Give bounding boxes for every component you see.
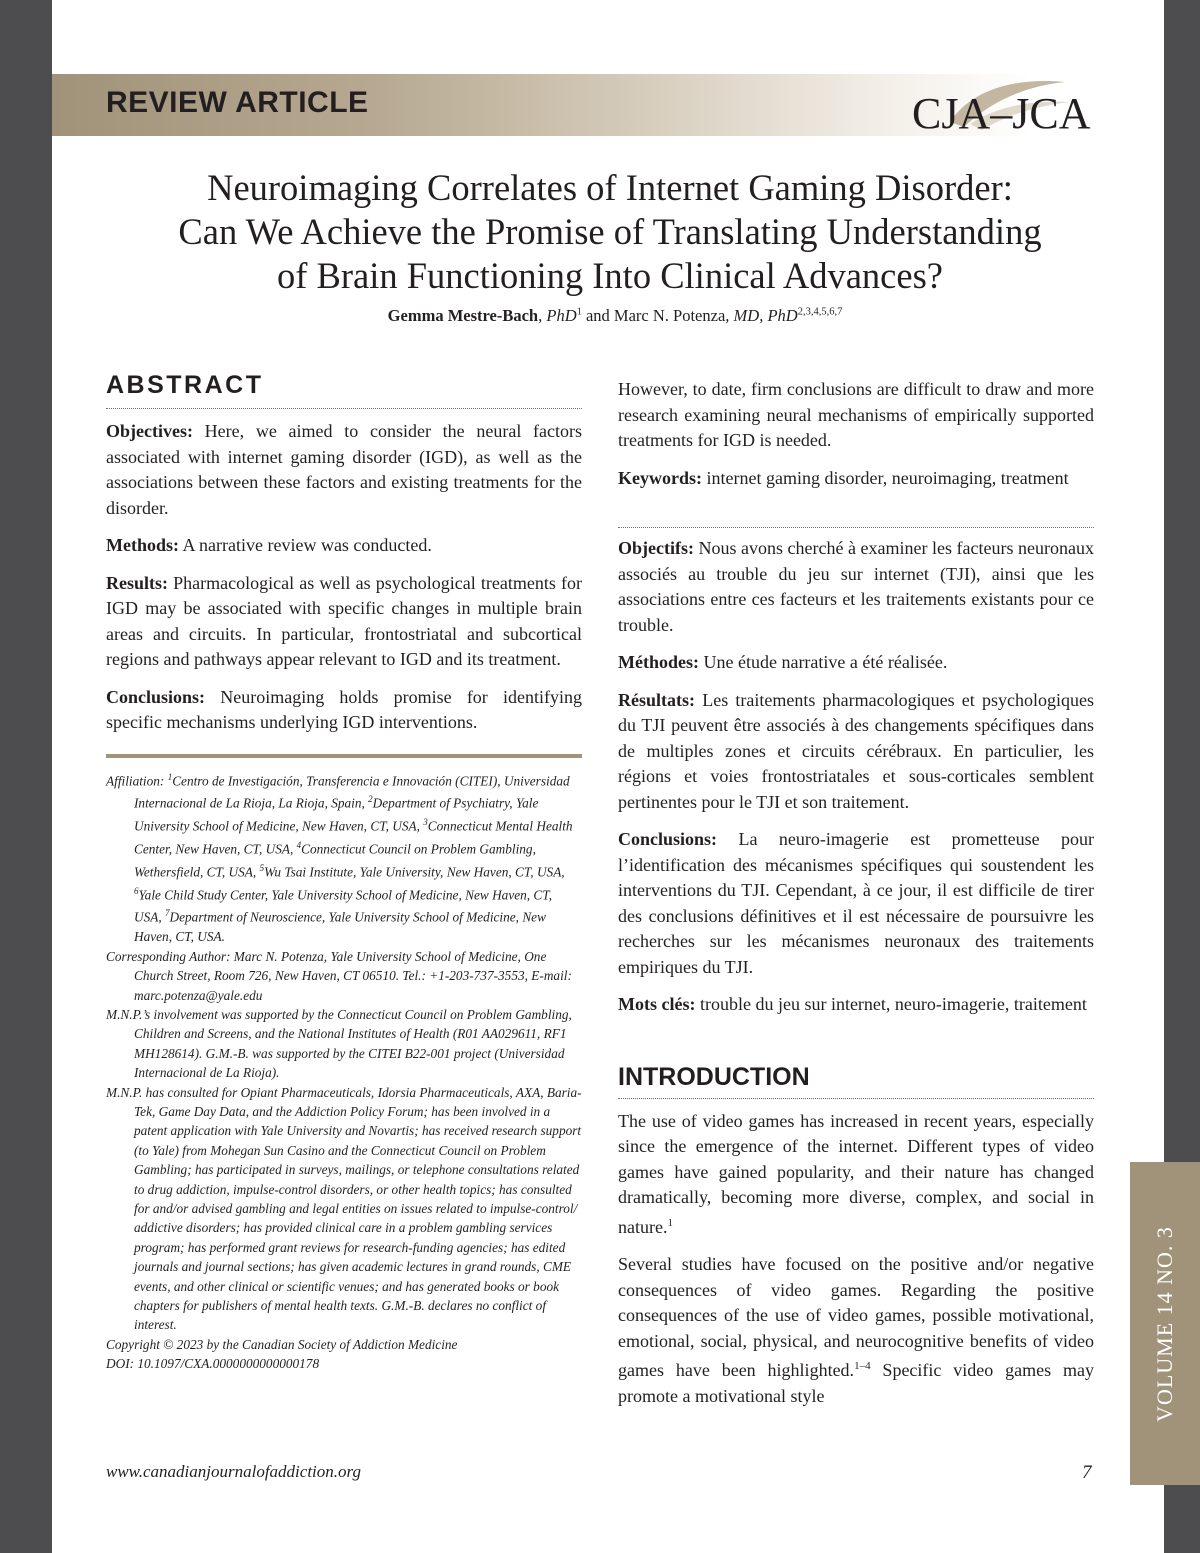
methods-text: A narrative review was conducted. [179,535,432,555]
affiliation-7: Department of Neuroscience, Yale University School of Medicine, New Haven, CT, USA. [134,909,546,945]
keywords-label: Keywords: [618,467,702,488]
volume-label: VOLUME 14 NO. 3 [1152,1226,1177,1422]
author-1-name: Gemma Mestre-Bach [387,306,539,325]
copyright-line: Copyright © 2023 by the Canadian Society of Addiction Medicine [106,1336,458,1352]
mots-text: trouble du jeu sur internet, neuro-imagerie, traitement [695,994,1087,1014]
affiliation-4: Connecticut Council on Problem Gambling, Wethersfield, CT, USA, [134,841,536,880]
doi-line: DOI: 10.1097/CXA.0000000000000178 [106,1356,320,1372]
conclusions-text: Neuroimaging holds promise for identifying specific mechanisms underlying IGD interventions. [106,686,582,732]
citation-ref: 1 [667,1216,673,1229]
article-type-label: REVIEW ARTICLE [106,86,369,119]
title-line: Can We Achieve the Promise of Translating Understanding [178,211,1042,252]
resume-conclusions [618,827,1094,980]
resume-mots-cles [618,992,1094,1018]
article-title [70,166,1150,298]
resume-resultats [618,688,1094,816]
intro-paragraph-1: The use of video games has increased in recent years, especially since the emergence of the internet. Different types of video games have gained popularity, and their nature has changed dramatically, becoming more diverse, complex, and social in nature.$^1$ [618,1110,1094,1237]
introduction-heading: INTRODUCTION [618,1062,1094,1099]
affiliation-2: Department of Psychiatry, Yale University School of Medicine, New Haven, CT, USA, [134,795,539,834]
affiliation-block [106,768,582,1374]
resume-methodes [618,650,1094,676]
author-1-degree: , PhD [538,306,577,325]
disclosures-statement: M.N.P. has consulted for Opiant Pharmaceuticals, Idorsia Pharmaceuticals, AXA, Baria-Tek, Game Day Data, and the Addiction Policy Forum; has been involved in a patent application with Yale University and Novartis; has received research support (to Yale) from Mohegan Sun Casino and the Connecticut Council on Problem Gambling; has participated in surveys, mailings, or telephone consultations related to drug addiction, impulse-control disorders, or other health topics; has consulted for and/or advised gambling and legal entities on issues related to impulse-control/ addictive disorders; has provided clinical care in a problem gambling services program; has performed grant reviews for research-funding agencies; has edited journals and journal sections; has given academic lectures in grand rounds, CME events, and other clinical or scientific venues; and has generated books or book chapters for publishers of mental health texts. G.M.-B. declares no conflict of interest. [106,1084,582,1333]
objectives-text: Here, we aimed to consider the neural factors associated with internet gaming disorder (IGD), as well as the associations between these factors and existing treatments for the disorder. [106,421,582,518]
fr-conclusions-text: La neuro-imagerie est prometteuse pour l’identification des mécanismes spécifiques qui soustendent les interventions du TJI. Cependant, à ce jour, il est difficile de tirer des conclusions définitives et il est nécessaire de poursuivre les recherches sur les mécanismes neuronaux des traitements empiriques du TJI. [618,829,1094,977]
resultats-text: Les traitements pharmacologiques et psychologiques du TJI peuvent être associés à des changements spécifiques dans de multiples zones et circuits cérébraux. En particulier, les régions et voies frontostriatales et sous-corticales semblent pertinentes pour le TJI et son traitement. [618,689,1094,812]
intro-paragraph-2: Several studies have focused on the positive and/or negative consequences of video games. Regarding the positive consequences of the use of video games, possible motivational, emotional, social, physical, and neurocognitive benefits of video games have been highlighted.$^{1-4}$ Specific video games may promote a motivational style [618,1254,1094,1406]
author-2-affil: 2,3,4,5,6,7 [797,306,843,318]
affiliation-5: Wu Tsai Institute, Yale University, New Haven, CT, USA, [264,864,565,880]
author-2-name: and Marc N. Potenza [581,306,726,325]
right-column [618,377,1094,1409]
objectifs-label: Objectifs: [618,538,694,558]
methodes-text: Une étude narrative a été réalisée. [698,652,948,672]
citation-ref: 1–4 [854,1360,871,1372]
title-line: of Brain Functioning Into Clinical Advances? [276,255,943,296]
resultats-label: Résultats: [618,689,695,710]
abstract-objectives [106,419,582,521]
author-2-degree: , MD, PhD [725,306,798,325]
left-margin-bar [0,0,52,1553]
left-column [106,370,582,1374]
abstract-methods [106,533,582,559]
journal-url[interactable]: www.canadianjournalofaddiction.org [106,1462,362,1481]
affiliation-1: Centro de Investigación, Transferencia e Innovación (CITEI), Universidad Internacional de La Rioja, La Rioja, Spain, [134,772,570,811]
affiliation-3: Connecticut Mental Health Center, New Haven, CT, USA, [134,818,573,857]
author-1-affil: 1 [576,306,582,318]
author-line [70,306,1160,326]
conclusions-label: Conclusions: [106,686,206,707]
resume-objectifs [618,536,1094,638]
affiliation-6: Yale Child Study Center, Yale University School of Medicine, New Haven, CT, USA, [134,887,553,925]
page-number: 7 [1082,1462,1092,1483]
methods-label: Methods: [106,535,179,555]
affiliation-list: Affiliation: $^1$Centro de Investigación, Transferencia e Innovación (CITEI), Universidad Internacional de La Rioja, La Rioja, Spain, $^2$Department of Psychiatry, Yale University School of Medicine, New Haven, CT, USA, $^3$Connecticut Mental Health Center, New Haven, CT, USA, $^4$Connecticut Council on Problem Gambling, Wethersfield, CT, USA, $^5$Wu Tsai Institute, Yale University, New Haven, CT, USA, $^6$Yale Child Study Center, Yale University School of Medicine, New Haven, CT, USA, $^7$Department of Neuroscience, Yale University School of Medicine, New Haven, CT, USA. [106,771,573,945]
affiliation-divider [106,754,582,758]
objectives-label: Objectives: [106,421,193,441]
abstract-continued: However, to date, firm conclusions are difficult to draw and more research examining neural mechanisms of empirically supported treatments for IGD is needed. [618,379,1094,450]
keywords-text: internet gaming disorder, neuroimaging, treatment [702,467,1069,488]
results-text: Pharmacological as well as psychological treatments for IGD may be associated with specific changes in multiple brain areas and circuits. In particular, frontostriatal and subcortical regions and pathways appear relevant to IGD and its treatment. [106,572,582,669]
objectifs-text: Nous avons cherché à examiner les facteurs neuronaux associés au trouble du jeu sur internet (TJI), ainsi que les associations entre ces facteurs et les traitements existants pour ce trouble. [618,538,1094,635]
abstract-conclusions [106,685,582,736]
results-label: Results: [106,572,168,593]
title-line: Neuroimaging Correlates of Internet Gaming Disorder: [207,167,1013,208]
fr-conclusions-label: Conclusions: [618,829,718,849]
logo-text: CJA–JCA [912,89,1091,138]
funding-statement: M.N.P.’s involvement was supported by the Connecticut Council on Problem Gambling, Children and Screens, and the National Institutes of Health (R01 AA029611, RF1 MH128614). G.M.-B. was supported by the CITEI B22-001 project (Universidad Internacional de La Rioja). [106,1006,572,1081]
abstract-results [106,571,582,673]
mots-label: Mots clés: [618,994,696,1014]
journal-logo [900,70,1100,140]
abstract-heading: ABSTRACT [106,370,582,409]
corresponding-author: Corresponding Author: Marc N. Potenza, Yale University School of Medicine, One Church Street, Room 726, New Haven, CT 06510. Tel.: +1-203-737-3553, E-mail: marc.potenza@yale.edu [106,948,572,1003]
abstract-keywords [618,466,1094,492]
methodes-label: Méthodes: [618,652,699,672]
